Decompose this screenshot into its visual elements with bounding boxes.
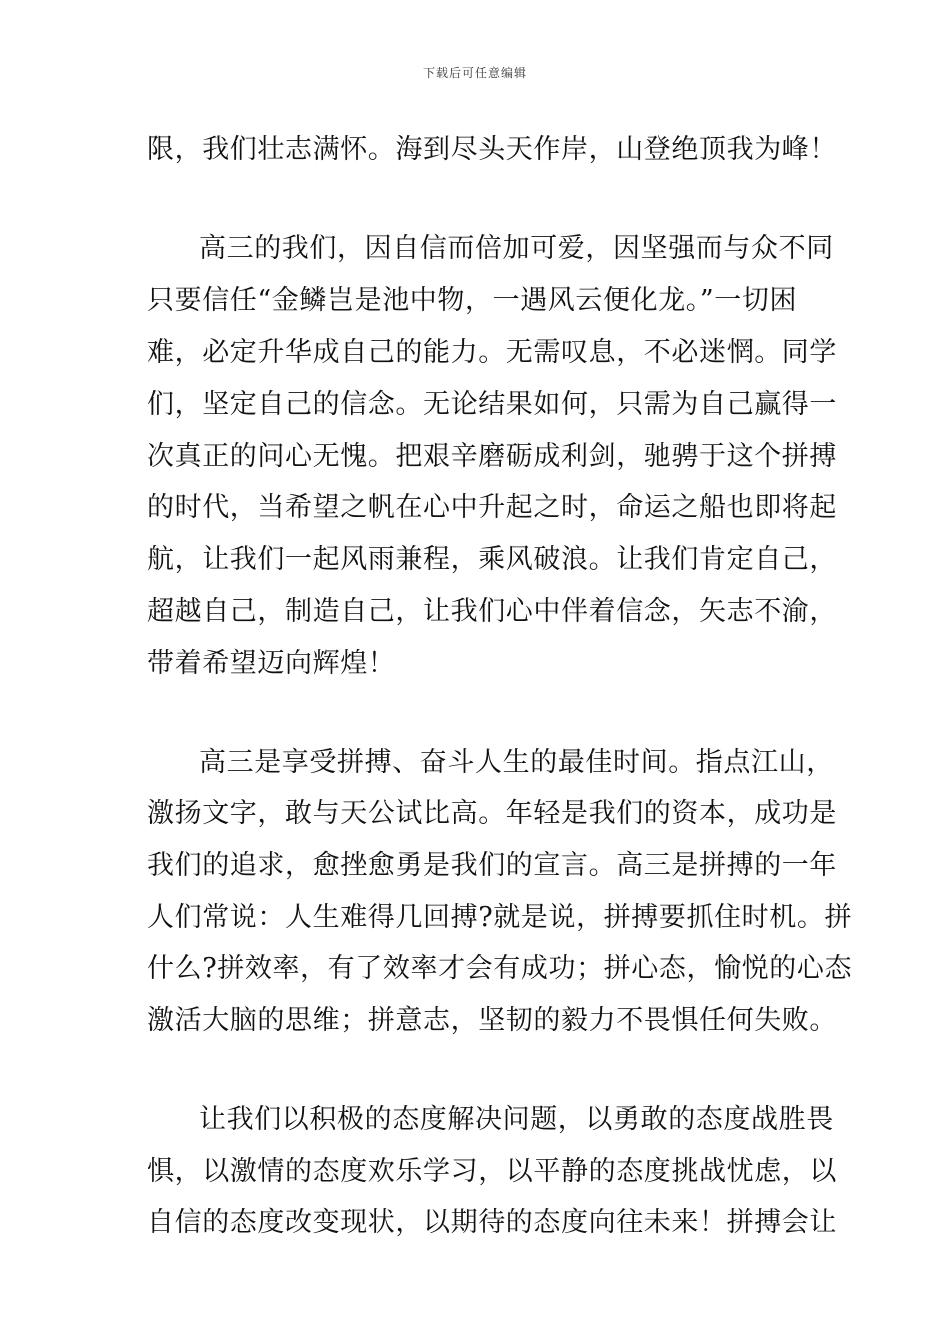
text-line: 我们的追求，愈挫愈勇是我们的宣言。高三是拼搏的一年 <box>147 850 837 881</box>
text-line: 激活大脑的思维；拼意志，坚韧的毅力不畏惧任何失败。 <box>147 1005 837 1036</box>
text-line: 航，让我们一起风雨兼程，乘风破浪。让我们肯定自己， <box>147 544 837 575</box>
text-line: 难，必定升华成自己的能力。无需叹息，不必迷惘。同学 <box>147 337 837 368</box>
text-line: 人们常说：人生难得几回搏?就是说，拼搏要抓住时机。拼 <box>147 902 853 933</box>
text-line: 限，我们壮志满怀。海到尽头天作岸，山登绝顶我为峰！ <box>147 134 837 165</box>
text-line: 什么?拼效率，有了效率才会有成功；拼心态，愉悦的心态 <box>147 953 853 984</box>
paragraph-first-line: 高三是享受拼搏、奋斗人生的最佳时间。指点江山， <box>199 747 834 778</box>
text-line: 激扬文字，敢与天公试比高。年轻是我们的资本，成功是 <box>147 798 837 829</box>
text-line: 次真正的问心无愧。把艰辛磨砺成利剑，驰骋于这个拼搏 <box>147 441 837 472</box>
text-line: 自信的态度改变现状，以期待的态度向往未来！拼搏会让 <box>147 1207 837 1238</box>
text-line: 只要信任“金鳞岂是池中物，一遇风云便化龙。”一切困 <box>147 285 798 316</box>
text-line: 超越自己，制造自己，让我们心中伴着信念，矢志不渝， <box>147 596 837 627</box>
text-line: 们，坚定自己的信念。无论结果如何，只需为自己赢得一 <box>147 389 837 420</box>
paragraph-first-line: 让我们以积极的态度解决问题，以勇敢的态度战胜畏 <box>199 1104 834 1135</box>
text-line: 的时代，当希望之帆在心中升起之时，命运之船也即将起 <box>147 492 837 523</box>
paragraph-first-line: 高三的我们，因自信而倍加可爱，因坚强而与众不同 <box>199 233 834 264</box>
page-header: 下载后可任意编辑 <box>422 66 527 80</box>
text-line: 带着希望迈向辉煌！ <box>147 648 396 679</box>
text-line: 惧，以激情的态度欢乐学习，以平静的态度挑战忧虑，以 <box>147 1156 837 1187</box>
